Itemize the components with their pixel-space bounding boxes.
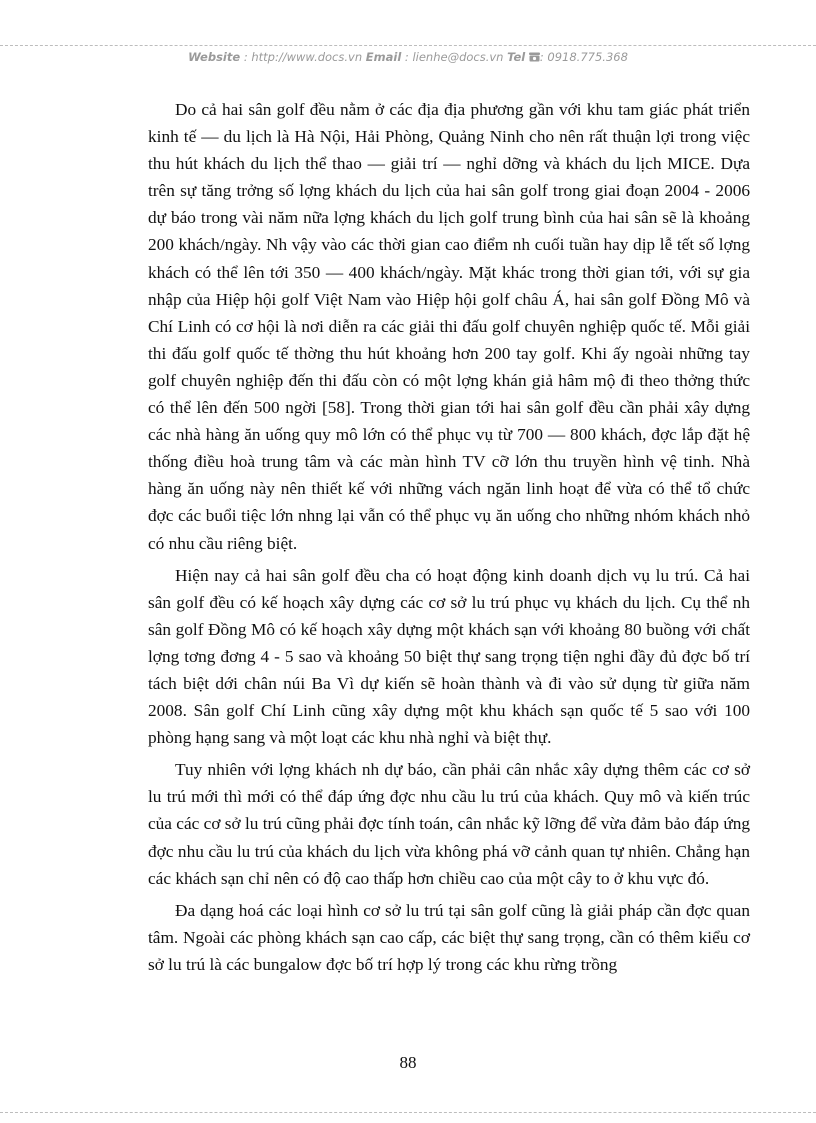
tel-value: : 0918.775.368	[539, 50, 628, 64]
paragraph: Tuy nhiên với lợng khách nh dự báo, cần phải cân nhắc xây dựng thêm các cơ sở lu trú mới thì mới có thể đáp ứng đợc nhu cầu lu trú của khách. Quy mô và kiến trúc của các cơ sở lu trú cũng phải đợc tính toán, cân nhắc kỹ lỡng để vừa đảm bảo đáp ứng đợc nhu cầu lu trú của khách du lịch vừa không phá vỡ cảnh quan tự nhiên. Chẳng hạn các khách sạn chỉ nên có độ cao thấp hơn chiều cao của một cây to ở khu vực đó.	[148, 760, 750, 888]
email-label: Email	[365, 50, 402, 64]
tel-label: Tel	[507, 50, 526, 64]
paragraph: Do cả hai sân golf đều nằm ở các địa địa phương gần với khu tam giác phát triển kinh tế — du lịch là Hà Nội, Hải Phòng, Quảng Ninh cho nên rất thuận lợi trong việc thu hút khách du lịch thể thao — giải trí — nghỉ dỡng và khách du lịch MICE. Dựa trên sự tăng trởng số lợng khách du lịch của hai sân golf trong giai đoạn 2004 - 2006 dự báo trong vài năm nữa lợng khách du lịch golf trung bình của hai sân sẽ là khoảng 200 khách/ngày. Nh vậy vào các thời gian cao điểm nh cuối tuần hay dịp lễ tết số lợng khách có thể lên tới 350 — 400 khách/ngày. Mặt khác trong thời gian tới, với sự gia nhập của Hiệp hội golf Việt Nam vào Hiệp hội golf châu Á, hai sân golf Đồng Mô và Chí Linh có cơ hội là nơi diễn ra các giải thi đấu golf chuyên nghiệp quốc tế. Mỗi giải thi đấu golf quốc tế thờng thu hút khoảng hơn 200 tay golf. Khi ấy ngoài những tay golf chuyên nghiệp đến thi đấu còn có một lợng khán giả hâm mộ đi theo thởng thức có thể lên đến 500 ngời [58]. Trong thời gian tới hai sân golf đều cần phải xây dựng các nhà hàng ăn uống quy mô lớn có thể phục vụ từ 700 — 800 khách, đợc lắp đặt hệ thống điều hoà trung tâm và các màn hình TV cỡ lớn thu truyền hình vệ tinh. Nhà hàng ăn uống này nên thiết kế với những vách ngăn linh hoạt để vừa có thể tổ chức đợc các buổi tiệc lớn nhng lại vẫn có thể phục vụ ăn uống cho những nhóm khách nhỏ có nhu cầu riêng biệt.	[148, 100, 750, 553]
website-label: Website	[188, 50, 241, 64]
page-header	[0, 50, 816, 64]
body-text	[148, 96, 750, 983]
page-number: 88	[399, 1053, 417, 1072]
top-border-line	[0, 45, 816, 46]
bottom-border-line	[0, 1112, 816, 1113]
paragraph: Đa dạng hoá các loại hình cơ sở lu trú tại sân golf cũng là giải pháp cần đợc quan tâm. Ngoài các phòng khách sạn cao cấp, các biệt thự sang trọng, cần có thêm kiểu cơ sở lu trú là các bungalow đợc bố trí hợp lý trong các khu rừng trồng	[148, 900, 750, 974]
website-value: : http://www.docs.vn	[240, 50, 366, 64]
email-value: : lienhe@docs.vn	[401, 50, 508, 64]
paragraph: Hiện nay cả hai sân golf đều cha có hoạt động kinh doanh dịch vụ lu trú. Cả hai sân golf đều có kế hoạch xây dựng các cơ sở lu trú phục vụ khách du lịch. Cụ thể nh sân golf Đồng Mô có kế hoạch xây dựng một khách sạn với khoảng 80 buồng với chất lợng tơng đơng 4 - 5 sao và khoảng 50 biệt thự sang trọng tiện nghi đầy đủ đợc bố trí tách biệt dới chân núi Ba Vì dự kiến sẽ hoàn thành và đi vào sử dụng từ giữa năm 2008. Sân golf Chí Linh cũng xây dựng một khu khách sạn quốc tế 5 sao với 100 phòng hạng sang và một loạt các khu nhà nghỉ và biệt thự.	[148, 565, 750, 748]
telephone-icon	[529, 52, 540, 62]
